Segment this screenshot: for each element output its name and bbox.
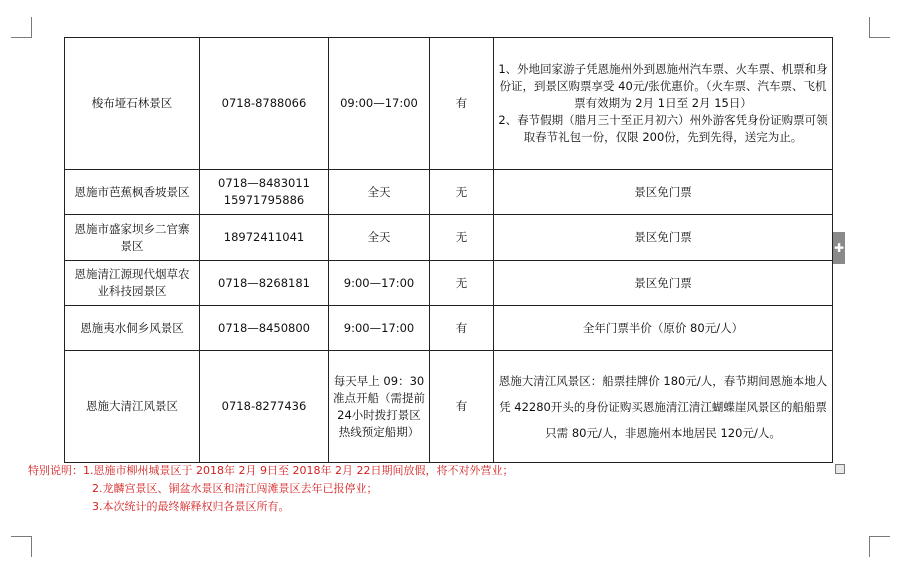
note-line: 景区免门票 bbox=[634, 230, 692, 244]
hours-cell: 9:00—17:00 bbox=[329, 306, 430, 351]
note-line: 恩施大清江风景区：船票挂牌价 180元/人，春节期间恩施本地人凭 42280开头的身份证购买恩施清江清江蝴蝶崖风景区的船船票只需 80元/人，非恩施州本地居民 120元/人。 bbox=[498, 373, 828, 440]
scenic-name-cell: 恩施夷水侗乡风景区 bbox=[65, 306, 200, 351]
page-corner-mark bbox=[869, 536, 890, 557]
note-cell bbox=[494, 38, 833, 170]
fee-cell: 有 bbox=[430, 38, 494, 170]
note-item: 特别说明：1.恩施市柳州城景区于 2018年 2月 9日至 2018年 2月 22日期间放假，将不对外营业； bbox=[28, 464, 514, 477]
note-cell bbox=[494, 215, 833, 261]
note-cell bbox=[494, 261, 833, 306]
scenic-name-cell: 恩施大清江风景区 bbox=[65, 351, 200, 463]
phone-cell: 0718-8277436 bbox=[200, 351, 329, 463]
hours-cell: 9:00—17:00 bbox=[329, 261, 430, 306]
scenic-name-cell: 恩施市盛家坝乡二官寨景区 bbox=[65, 215, 200, 261]
phone-cell: 18972411041 bbox=[200, 215, 329, 261]
note-cell bbox=[494, 351, 833, 463]
fee-cell: 无 bbox=[430, 215, 494, 261]
hours-cell: 全天 bbox=[329, 215, 430, 261]
note-line: 2、春节假期（腊月三十至正月初六）州外游客凭身份证购票可领取春节礼包一份，仅限 200份，先到先得，送完为止。 bbox=[498, 113, 828, 144]
hours-cell: 每天早上 09：30准点开船（需提前 24小时拨打景区热线预定船期） bbox=[329, 351, 430, 463]
note-line: 1、外地回家游子凭恩施州外到恩施州汽车票、火车票、机票和身份证，到景区购票享受 40元/张优惠价。（火车票、汽车票、飞机票有效期为 2月 1日至 2月 15日） bbox=[498, 62, 828, 110]
table-row bbox=[65, 215, 833, 261]
note-item: 3.本次统计的最终解释权归各景区所有。 bbox=[92, 500, 290, 513]
phone-cell: 0718—8483011 15971795886 bbox=[200, 170, 329, 215]
fee-cell: 无 bbox=[430, 261, 494, 306]
table-row bbox=[65, 170, 833, 215]
fee-cell: 有 bbox=[430, 351, 494, 463]
table-row bbox=[65, 351, 833, 463]
hours-cell: 全天 bbox=[329, 170, 430, 215]
scenic-name-cell: 梭布垭石林景区 bbox=[65, 38, 200, 170]
page-corner-mark bbox=[11, 536, 32, 557]
note-item: 2.龙麟宫景区、铜盆水景区和清江闯滩景区去年已报停业； bbox=[92, 482, 378, 495]
page-corner-mark bbox=[11, 17, 32, 38]
table-row bbox=[65, 261, 833, 306]
table-row bbox=[65, 38, 833, 170]
note-cell bbox=[494, 170, 833, 215]
table-resize-handle[interactable] bbox=[835, 464, 845, 474]
note-line: 全年门票半价（原价 80元/人） bbox=[582, 320, 744, 335]
hours-cell: 09:00—17:00 bbox=[329, 38, 430, 170]
special-notes bbox=[28, 462, 828, 516]
scenic-spot-table bbox=[64, 37, 833, 463]
phone-cell: 0718-8788066 bbox=[200, 38, 329, 170]
fee-cell: 有 bbox=[430, 306, 494, 351]
table-add-row-icon[interactable]: ✚ bbox=[833, 232, 845, 264]
note-cell bbox=[494, 306, 833, 351]
note-line: 景区免门票 bbox=[634, 184, 692, 199]
page-corner-mark bbox=[869, 17, 890, 38]
scenic-name-cell: 恩施市芭蕉枫香坡景区 bbox=[65, 170, 200, 215]
fee-cell: 无 bbox=[430, 170, 494, 215]
note-line: 景区免门票 bbox=[634, 275, 692, 290]
scenic-name-cell: 恩施清江源现代烟草农业科技园景区 bbox=[65, 261, 200, 306]
phone-cell: 0718—8450800 bbox=[200, 306, 329, 351]
phone-cell: 0718—8268181 bbox=[200, 261, 329, 306]
table-row bbox=[65, 306, 833, 351]
